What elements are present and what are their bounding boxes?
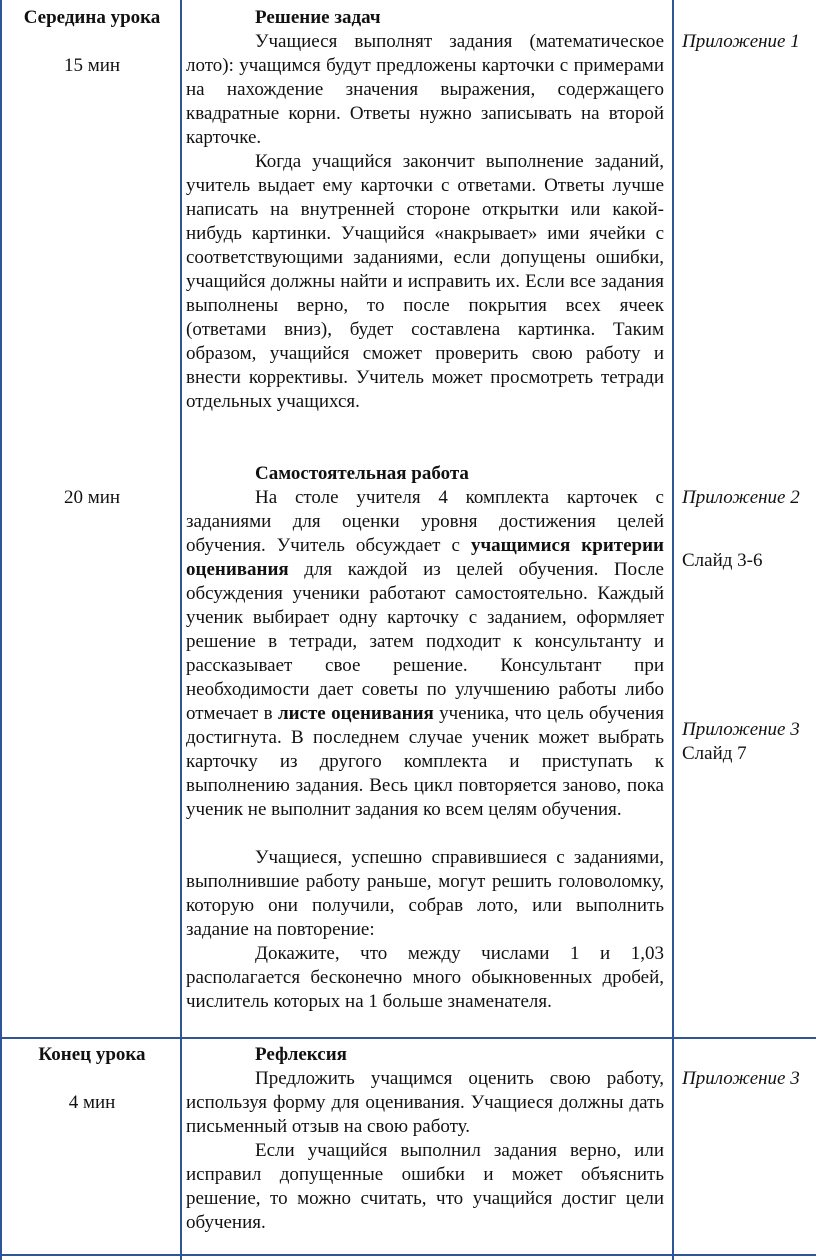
resource-slide-7: Слайд 7 xyxy=(682,743,747,764)
stage-label-middle: Середина урока xyxy=(23,7,161,28)
time-4-min: 4 мин xyxy=(68,1092,116,1113)
row-divider xyxy=(0,1037,816,1039)
section-problem-solving xyxy=(186,6,664,414)
table-border-left xyxy=(0,0,2,1260)
column-divider-1 xyxy=(180,0,182,1260)
resource-appendix-3: Приложение 3 xyxy=(682,719,800,740)
paragraph-card-sets: На столе учителя 4 комплекта карточек с заданиями для оценки уровня достижения целей обучения. Учитель обсуждает с учащимися критерии оценивания для каждой из целей обучения. После обсуждения ученики работают самостоятельно. Каждый ученик выбирает одну карточку с заданием, оформляет решение в тетради, затем подходит к консультанту и рассказывает свое решение. Консультант при необходимости дает советы по улучшению работы либо отмечает в листе оценивания ученика, что цель обучения достигнута. В последнем случае ученик может выбрать карточку из другого комплекта и приступать к выполнению задания. Весь цикл повторяется заново, пока ученик не выполнит задания ко всем целям обучения. xyxy=(186,487,665,820)
resource-slide-3-6: Слайд 3-6 xyxy=(682,550,763,571)
bold-criteria: учащимися критерии оценивания xyxy=(186,535,664,580)
resource-appendix-3-end: Приложение 3 xyxy=(682,1068,800,1089)
bold-assessment-sheet: листе оценивания xyxy=(277,703,434,724)
section-independent-work xyxy=(186,462,664,1014)
time-20-min: 20 мин xyxy=(63,487,121,508)
section-title-reflection: Рефлексия xyxy=(255,1044,347,1065)
time-15-min: 15 мин xyxy=(63,55,121,76)
paragraph-self-assessment: Предложить учащимся оценить свою работу, используя форму для оценивания. Учащиеся должны дать письменный отзыв на свою работу. xyxy=(186,1068,664,1137)
column-divider-2 xyxy=(672,0,674,1260)
table-border-bottom xyxy=(0,1254,816,1256)
paragraph-lotto-task: Учащиеся выполнят задания (математическое лото): учащимся будут предложены карточки с примерами на нахождение значения выражения, содержащего квадратные корни. Ответы нужно записывать на второй карточке. xyxy=(186,31,664,148)
resource-appendix-1: Приложение 1 xyxy=(682,31,800,52)
section-title-independent-work: Самостоятельная работа xyxy=(255,463,469,484)
paragraph-goal-achieved: Если учащийся выполнил задания верно, или исправил допущенные ошибки и может объяснить решение, то можно считать, что учащийся достиг цели обучения. xyxy=(186,1140,664,1233)
section-title-problem-solving: Решение задач xyxy=(255,7,381,28)
stage-label-end: Конец урока xyxy=(38,1044,146,1065)
paragraph-prove-task: Докажите, что между числами 1 и 1,03 располагается бесконечно много обыкновенных дробей, числитель которых на 1 больше знаменателя. xyxy=(186,943,664,1012)
paragraph-fast-students: Учащиеся, успешно справившиеся с заданиями, выполнившие работу раньше, могут решить головоломку, которую они получили, собрав лото, или выполнить задание на повторение: xyxy=(186,847,664,940)
resource-appendix-2: Приложение 2 xyxy=(682,487,800,508)
paragraph-answer-cards: Когда учащийся закончит выполнение заданий, учитель выдает ему карточки с ответами. Ответы лучше написать на внутренней стороне открытки или какой-нибудь картинки. Учащийся «накрывает» ими ячейки с соответствующими заданиями, если допущены ошибки, учащийся должны найти и исправить их. Если все задания выполнены верно, то после покрытия всех ячеек (ответами вниз), будет составлена картинка. Таким образом, учащийся сможет проверить свою работу и внести коррективы. Учитель может просмотреть тетради отдельных учащихся. xyxy=(186,151,664,412)
section-reflection xyxy=(186,1043,664,1235)
